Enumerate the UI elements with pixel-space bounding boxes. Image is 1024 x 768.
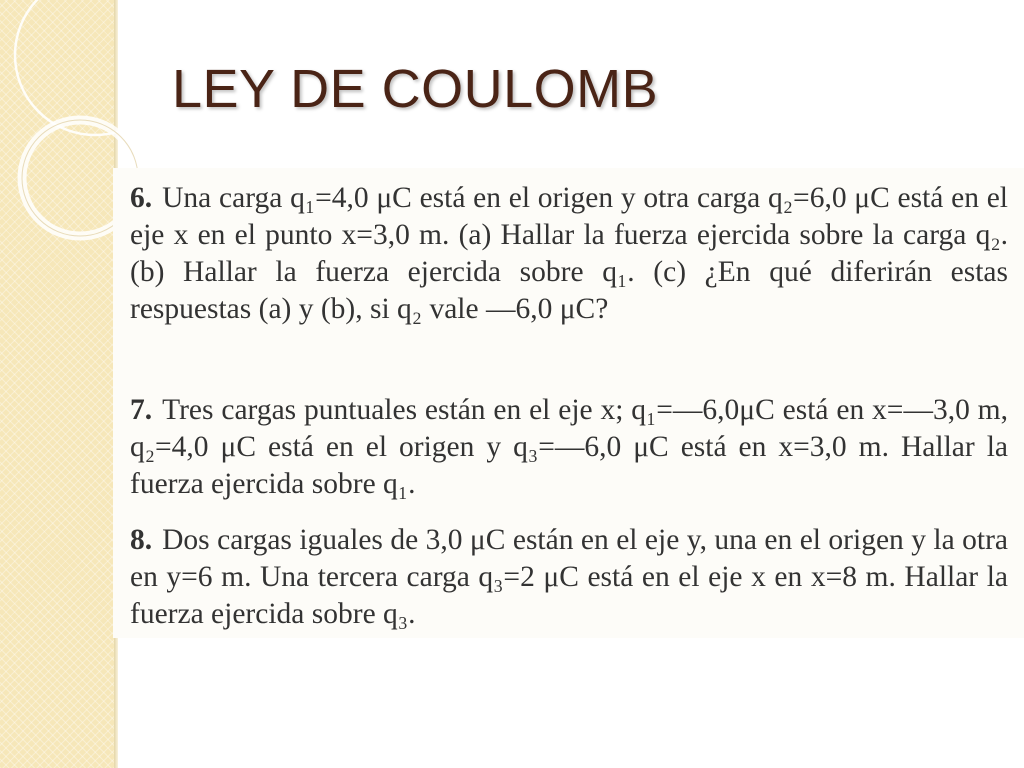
problem-number: 6. [130,182,153,214]
problem-number: 7. [130,394,153,426]
slide-title: LEY DE COULOMB [172,59,659,119]
problem-8 [130,522,1008,633]
problem-text: Dos cargas iguales de 3,0 μC están en el eje y, una en el origen y la otra en y=6 m. Una tercera carga q₃=2 μC está en el eje x en x=8 m. Hallar la fuerza ejercida sobre q₃. [130,524,1008,630]
problem-text: Tres cargas puntuales están en el eje x; q₁=—6,0μC está en x=—3,0 m, q₂=4,0 μC está en el origen y q₃=—6,0 μC está en x=3,0 m. Hallar la fuerza ejercida sobre q₁. [130,394,1008,500]
problem-7 [130,392,1008,503]
problem-number: 8. [130,524,153,556]
problem-text: Una carga q₁=4,0 μC está en el origen y otra carga q₂=6,0 μC está en el eje x en el punto x=3,0 m. (a) Hallar la fuerza ejercida sobre la carga q₂. (b) Hallar la fuerza ejercida sobre q₁. (c) ¿En qué diferirán estas respuestas (a) y (b), si q₂ vale —6,0 μC? [130,182,1008,325]
problem-6 [130,180,1008,328]
